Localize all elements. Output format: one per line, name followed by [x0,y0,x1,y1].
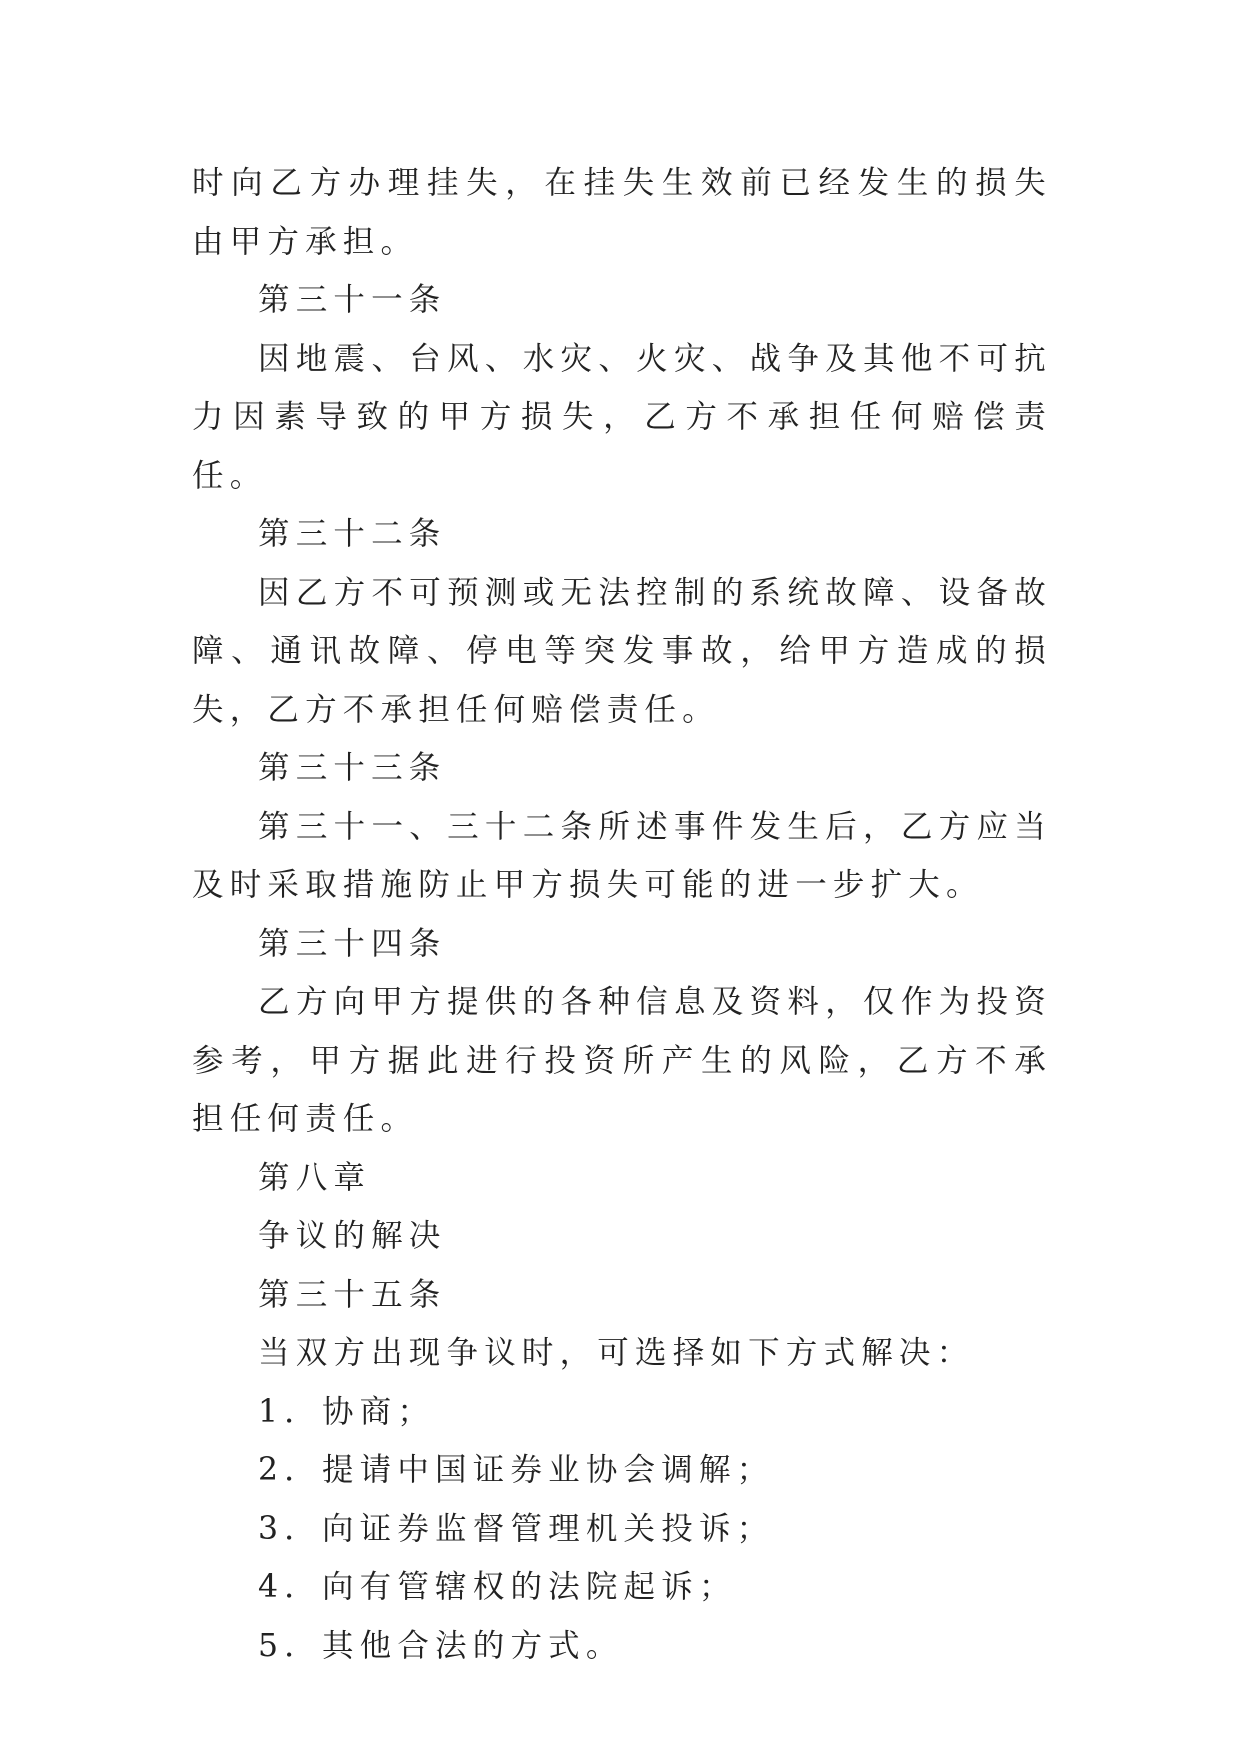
article-35-paragraph: 当双方出现争议时，可选择如下方式解决： [258,1335,975,1371]
paragraph-loss-reporting: 时向乙方办理挂失，在挂失生效前已经发生的损失由甲方承担。 [192,165,1052,260]
dispute-option-3: 3．向证券监督管理机关投诉； [258,1510,775,1547]
article-35-heading: 第三十五条 [258,1276,447,1313]
chapter-8-title: 争议的解决 [258,1218,447,1254]
article-34-heading: 第三十四条 [258,925,447,962]
dispute-option-2: 2．提请中国证券业协会调解； [258,1452,775,1488]
article-33-heading: 第三十三条 [258,750,447,786]
article-31-heading: 第三十一条 [258,282,447,318]
article-34-paragraph: 乙方向甲方提供的各种信息及资料，仅作为投资参考，甲方据此进行投资所产生的风险，乙方不承担任何责任。 [192,984,1052,1137]
article-32-paragraph: 因乙方不可预测或无法控制的系统故障、设备故障、通讯故障、停电等突发事故，给甲方造成的损失，乙方不承担任何赔偿责任。 [192,574,1052,728]
chapter-8-heading: 第八章 [258,1159,372,1196]
dispute-option-1: 1．协商； [258,1393,436,1430]
dispute-option-5: 5．其他合法的方式。 [258,1627,624,1664]
article-31-paragraph: 因地震、台风、水灾、火灾、战争及其他不可抗力因素导致的甲方损失，乙方不承担任何赔偿责任。 [192,340,1052,494]
document-body [192,154,1052,1675]
article-33-paragraph: 第三十一、三十二条所述事件发生后，乙方应当及时采取措施防止甲方损失可能的进一步扩大。 [192,808,1052,903]
article-32-heading: 第三十二条 [258,516,447,552]
dispute-option-4: 4．向有管辖权的法院起诉； [258,1569,737,1605]
